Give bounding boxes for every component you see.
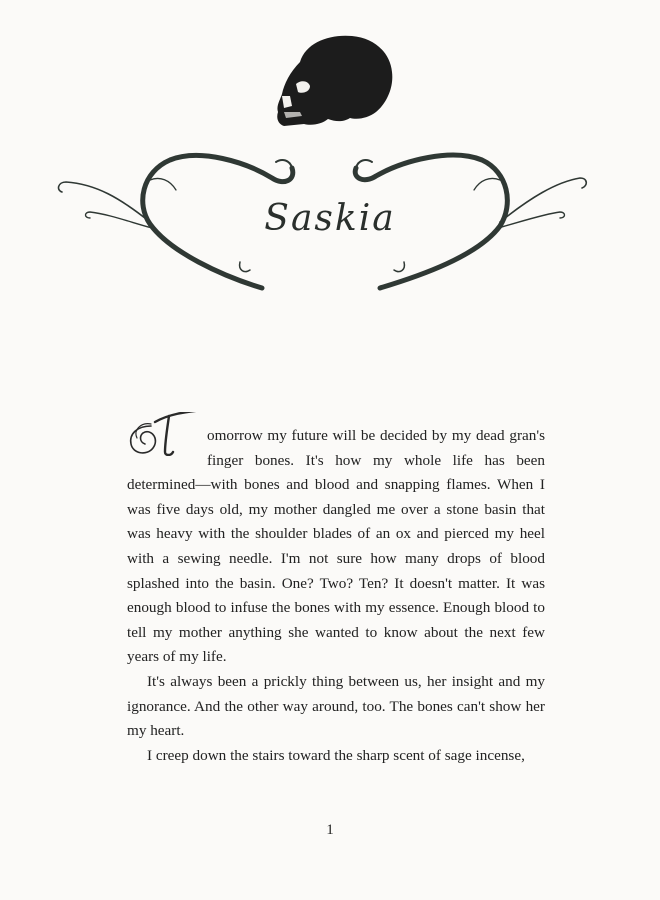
chapter-title: Saskia (264, 198, 396, 239)
paragraph-1-text: my future will be decided by my dead gran's finger bones. It's how my whole life has been determined—with bones and blood and snapping flames. When I was five days old, my mother dangled me over a stone basin that was heavy with the shoulder blades of an ox and pierced my heel with a sewing needle. I'm not sure how many drops of blood splashed into the basin. One? Two? Ten? It doesn't matter. It was enough blood to infuse the bones with my essence. Enough blood to tell my mother anything she wanted to know about the next few years of my life. (127, 427, 545, 666)
chapter-body (127, 424, 545, 768)
paragraph (127, 670, 545, 744)
first-word-rest: omorrow (207, 427, 263, 444)
page-number: 1 (326, 822, 334, 838)
paragraph (127, 744, 545, 769)
paragraph-3-text: I creep down the stairs toward the sharp scent of sage incense, (147, 746, 525, 764)
chapter-header-ornament (0, 0, 660, 310)
skull-icon (277, 36, 392, 126)
paragraph-2-text: It's always been a prickly thing between us, her insight and my ignorance. And the other way around, too. The bones can't show her my heart. (127, 672, 545, 740)
flourish-t-icon (125, 412, 207, 456)
paragraph (127, 424, 545, 670)
